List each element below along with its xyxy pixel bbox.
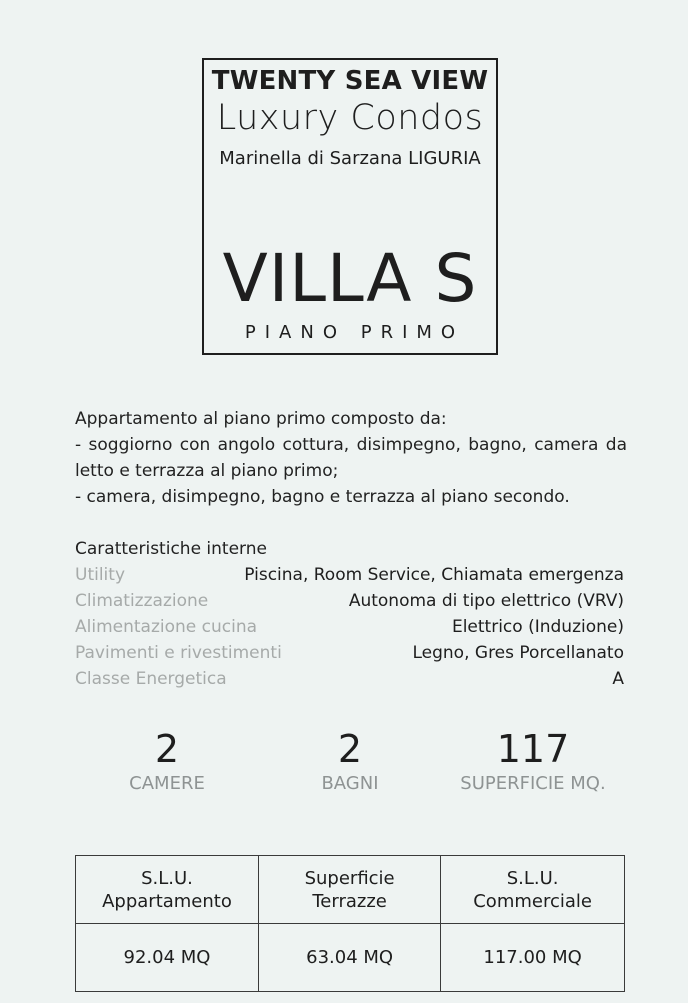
stat-label: SUPERFICIE MQ.: [460, 773, 606, 794]
stat-label: BAGNI: [321, 773, 379, 794]
feature-row: [75, 588, 624, 614]
feature-value: Elettrico (Induzione): [451, 617, 624, 637]
table-cell: 63.04 MQ: [258, 924, 440, 992]
header-line: Commerciale: [473, 890, 592, 912]
table-header-cell: [258, 856, 440, 924]
feature-value: A: [612, 669, 624, 689]
unit-description: [75, 406, 627, 510]
stat-surface: [440, 727, 626, 795]
features-list: [75, 536, 624, 692]
unit-floor: PIANO PRIMO: [244, 322, 465, 343]
feature-label: Alimentazione cucina: [75, 617, 258, 637]
header-line: S.L.U.: [506, 867, 559, 889]
description-line-1: - soggiorno con angolo cottura, disimpegno, bagno, camera da letto e terrazza al piano primo;: [75, 435, 627, 481]
description-line-2: - camera, disimpegno, bagno e terrazza al piano secondo.: [75, 487, 570, 507]
feature-value: Piscina, Room Service, Chiamata emergenza: [244, 565, 624, 585]
unit-name: VILLA S: [222, 240, 478, 317]
features-title: Caratteristiche interne: [75, 539, 267, 559]
brand-tagline: Luxury Condos: [216, 98, 484, 138]
feature-row: [75, 614, 624, 640]
feature-label: Pavimenti e rivestimenti: [75, 643, 282, 663]
table-header-cell: [441, 856, 625, 924]
stat-bathrooms: [290, 727, 410, 795]
stat-label: CAMERE: [129, 773, 205, 794]
stat-value: 2: [154, 727, 180, 771]
logo-frame-top: [202, 58, 498, 60]
stat-bedrooms: [107, 727, 227, 795]
table-header-row: [76, 856, 625, 924]
table-header-cell: [76, 856, 259, 924]
description-intro: Appartamento al piano primo composto da:: [75, 409, 447, 429]
table-cell: 92.04 MQ: [76, 924, 259, 992]
feature-row: [75, 562, 624, 588]
header-line: Terrazze: [312, 890, 387, 912]
header-line: S.L.U.: [141, 867, 193, 889]
table-cell: 117.00 MQ: [441, 924, 625, 992]
logo-frame-bottom: [202, 353, 498, 355]
feature-label: Climatizzazione: [75, 591, 209, 611]
header-line: Appartamento: [102, 890, 232, 912]
feature-label: Utility: [75, 565, 126, 585]
brand-location: Marinella di Sarzana LIGURIA: [219, 148, 481, 169]
stat-value: 117: [496, 727, 570, 771]
brand-name: TWENTY SEA VIEW: [211, 66, 489, 96]
feature-label: Classe Energetica: [75, 669, 227, 689]
surface-table: [75, 855, 625, 992]
logo-block: [202, 58, 498, 355]
feature-value: Legno, Gres Porcellanato: [412, 643, 624, 663]
table-row: [76, 924, 625, 992]
feature-row: [75, 640, 624, 666]
feature-row: [75, 666, 624, 692]
feature-value: Autonoma di tipo elettrico (VRV): [348, 591, 624, 611]
header-line: Superficie: [304, 867, 395, 889]
stat-value: 2: [337, 727, 363, 771]
